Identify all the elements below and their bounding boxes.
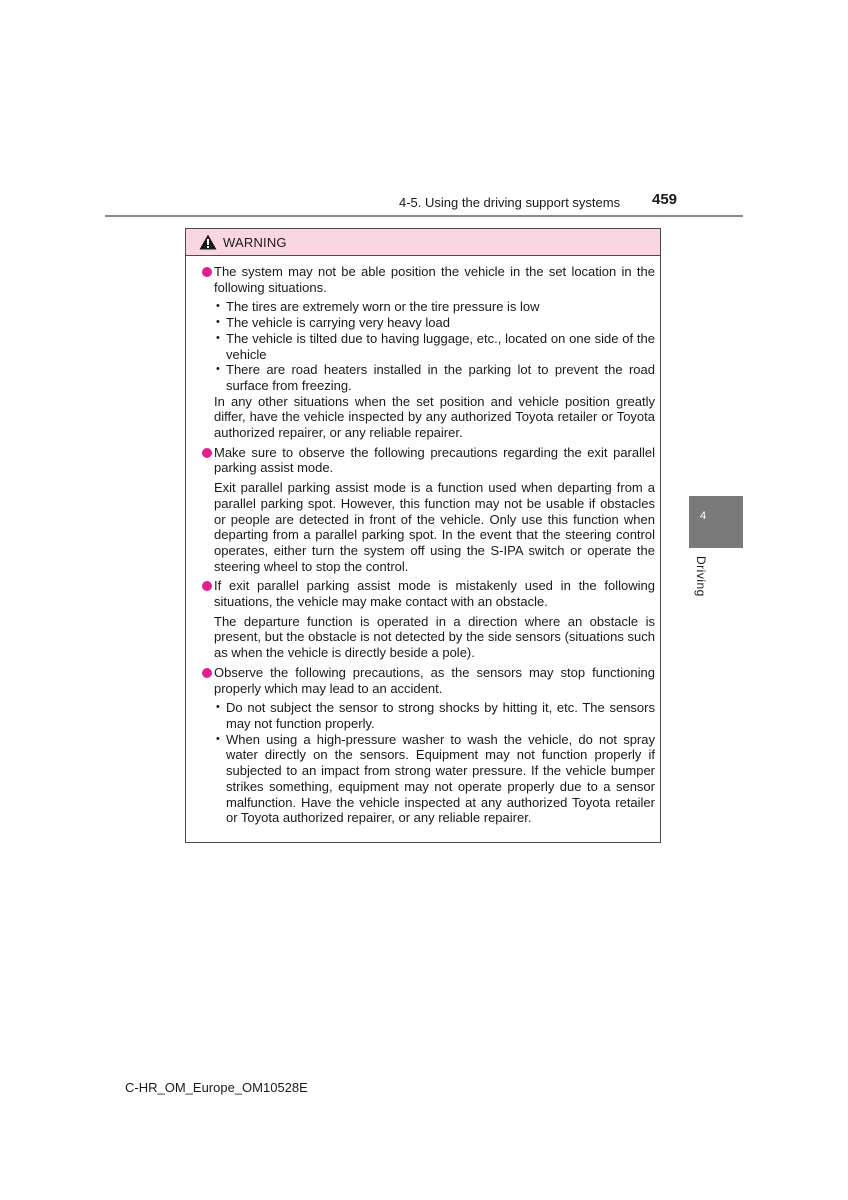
sub-list-item: • The vehicle is tilted due to having luggage, etc., located on one side of the vehicle (214, 331, 655, 362)
warning-item-lead: The system may not be able position the vehicle in the set location in the following situations. (214, 264, 655, 295)
chapter-number: 4 (699, 510, 707, 522)
bullet-dot-icon (202, 267, 212, 277)
page-number: 459 (652, 191, 678, 208)
page-header (0, 188, 848, 218)
warning-item (202, 445, 655, 575)
warning-item-note: In any other situations when the set position and vehicle position greatly differ, have the vehicle inspected by any authorized Toyota retailer or Toyota authorized repairer, or any reliable repairer. (214, 393, 655, 441)
bullet-dot-icon (202, 581, 212, 591)
document-id: C-HR_OM_Europe_OM10528E (125, 1080, 308, 1095)
warning-item (202, 578, 655, 661)
warning-box (185, 228, 661, 843)
warning-header (186, 229, 660, 256)
warning-item-lead: Make sure to observe the following precautions regarding the exit parallel parking assist mode. (214, 444, 655, 476)
bullet-dot-icon (202, 448, 212, 458)
sub-list (214, 700, 655, 826)
warning-item (202, 665, 655, 826)
warning-label: WARNING (223, 234, 287, 250)
sub-list-item: • Do not subject the sensor to strong shocks by hitting it, etc. The sensors may not function properly. (214, 700, 655, 731)
bullet-dot-icon (202, 668, 212, 678)
chapter-label: Driving (694, 556, 708, 597)
sub-list-item: • The tires are extremely worn or the tire pressure is low (214, 299, 655, 315)
sub-list-item: • The vehicle is carrying very heavy load (214, 315, 655, 331)
warning-triangle-icon (199, 234, 217, 250)
warning-body (186, 256, 660, 826)
sub-list-item: • There are road heaters installed in the parking lot to prevent the road surface from freezing. (214, 362, 655, 393)
sub-list (214, 299, 655, 393)
warning-item-lead: Observe the following precautions, as the sensors may stop functioning properly which may lead to an accident. (214, 664, 655, 696)
warning-item-paragraph: Exit parallel parking assist mode is a function used when departing from a parallel parking spot. However, this function may not be usable if obstacles or people are detected in front of the vehicle. Only use this function when departing from a parallel parking spot. In the event that the steering control operates, either turn the system off using the S-IPA switch or operate the steering wheel to stop the control. (214, 480, 655, 574)
header-divider (105, 215, 743, 217)
warning-item (202, 264, 655, 441)
sub-list-item: • When using a high-pressure washer to wash the vehicle, do not spray water directly on the sensors. Equipment may not function properly if subjected to an impact from strong water pressure. If the vehicle bumper strikes something, equipment may not operate properly due to a sensor malfunction. Have the vehicle inspected at any authorized Toyota retailer or Toyota authorized repairer, or any reliable repairer. (214, 732, 655, 826)
warning-item-lead: If exit parallel parking assist mode is mistakenly used in the following situations, the vehicle may make contact with an obstacle. (214, 578, 655, 610)
warning-item-paragraph: The departure function is operated in a direction where an obstacle is present, but the obstacle is not detected by the side sensors (situations such as when the vehicle is directly beside a pole). (214, 613, 655, 661)
section-title: 4-5. Using the driving support systems (399, 195, 621, 210)
chapter-tab (689, 496, 743, 548)
